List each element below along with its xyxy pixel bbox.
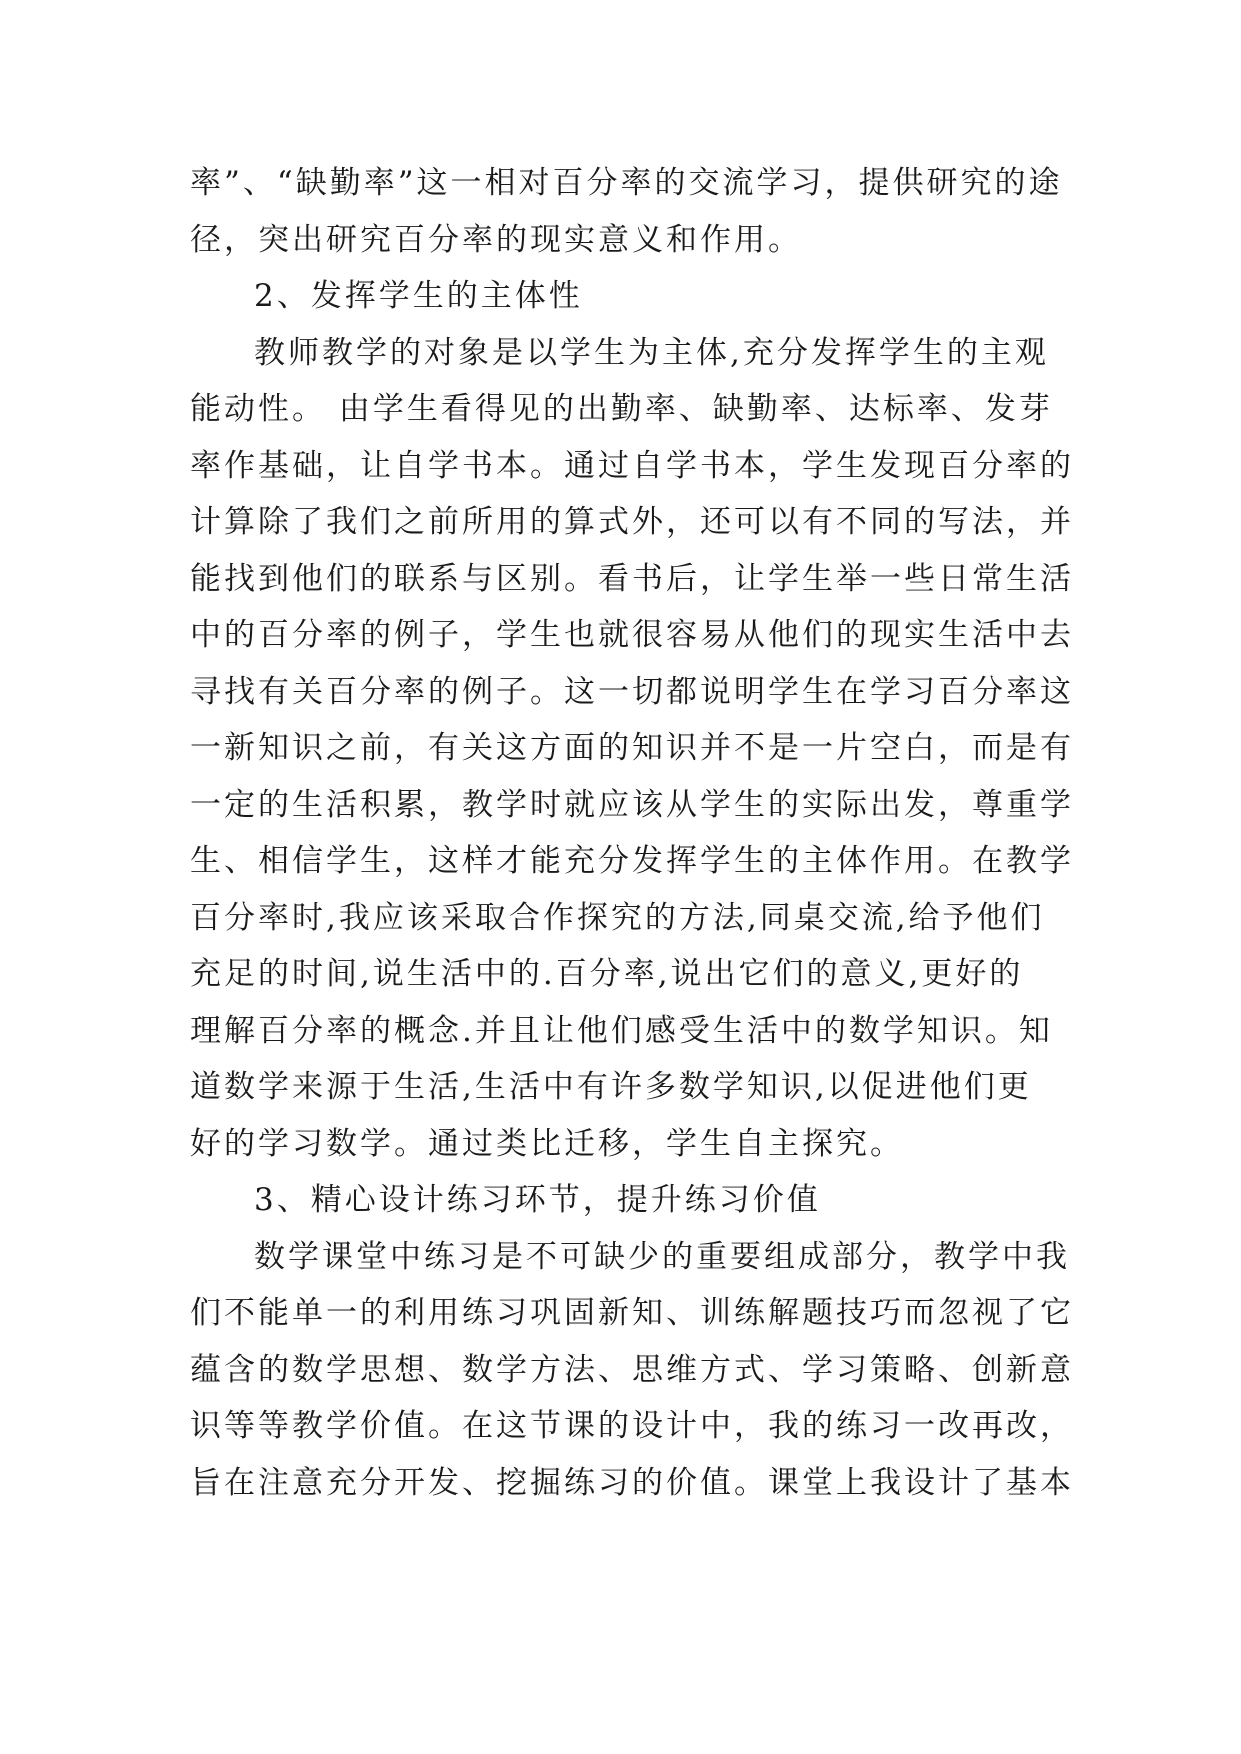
text-line: 能找到他们的联系与区别。看书后，让学生举一些日常生活 — [190, 560, 1074, 597]
text-line: 率作基础，让自学书本。通过自学书本，学生发现百分率的 — [190, 447, 1074, 484]
text-line: 教师教学的对象是以学生为主体,充分发挥学生的主观 — [254, 334, 1049, 371]
text-line: 一新知识之前，有关这方面的知识并不是一片空白，而是有 — [190, 730, 1074, 766]
text-line: 寻找有关百分率的例子。这一切都说明学生在学习百分率这 — [190, 673, 1074, 710]
text-line: 计算除了我们之前所用的算式外，还可以有不同的写法，并 — [190, 504, 1074, 540]
text-line: 率”、“缺勤率”这一相对百分率的交流学习，提供研究的途 — [190, 165, 1063, 201]
text-line: 理解百分率的概念.并且让他们感受生活中的数学知识。知 — [190, 1012, 1053, 1049]
section-heading: 2、发挥学生的主体性 — [254, 278, 583, 314]
text-line: 数学课堂中练习是不可缺少的重要组成部分，教学中我 — [254, 1238, 1070, 1275]
text-line: 充足的时间,说生活中的.百分率,说出它们的意义,更好的 — [190, 956, 1024, 992]
text-line: 径，突出研究百分率的现实意义和作用。 — [190, 221, 802, 258]
text-line: 中的百分率的例子，学生也就很容易从他们的现实生活中去 — [190, 617, 1074, 653]
body-text — [190, 155, 1074, 1511]
section-heading: 3、精心设计练习环节，提升练习价值 — [254, 1182, 821, 1218]
text-line: 们不能单一的利用练习巩固新知、训练解题技巧而忽视了它 — [190, 1295, 1074, 1331]
text-line: 百分率时,我应该采取合作探究的方法,同桌交流,给予他们 — [190, 899, 1045, 936]
text-line: 能动性。 由学生看得见的出勤率、缺勤率、达标率、发芽 — [190, 391, 1053, 427]
text-line: 蕴含的数学思想、数学方法、思维方式、学习策略、创新意 — [190, 1351, 1074, 1388]
text-line: 道数学来源于生活,生活中有许多数学知识,以促进他们更 — [190, 1069, 1032, 1105]
text-line: 好的学习数学。通过类比迁移，学生自主探究。 — [190, 1125, 904, 1162]
text-line: 旨在注意充分开发、挖掘练习的价值。课堂上我设计了基本 — [190, 1464, 1074, 1501]
text-line: 生、相信学生，这样才能充分发挥学生的主体作用。在教学 — [190, 843, 1074, 879]
text-line: 识等等教学价值。在这节课的设计中，我的练习一改再改， — [190, 1408, 1074, 1444]
text-line: 一定的生活积累，教学时就应该从学生的实际出发，尊重学 — [190, 786, 1074, 823]
